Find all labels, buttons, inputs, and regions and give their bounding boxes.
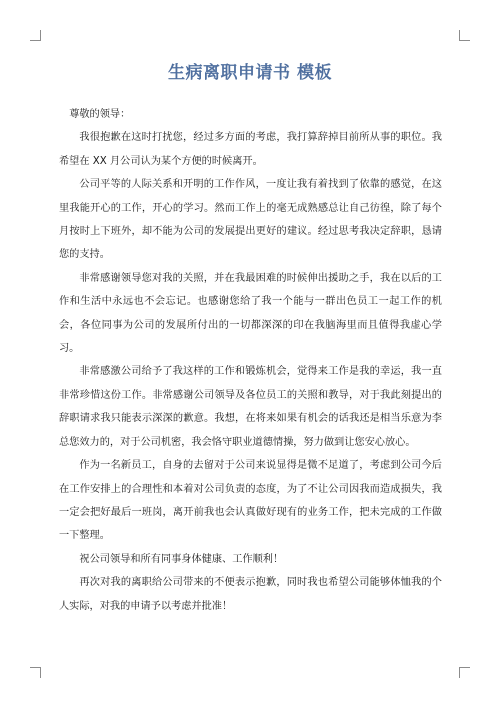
paragraph-closing: 再次对我的离职给公司带来的不便表示抱歉，同时我也希望公司能够体恤我的个人实际，对我的申请予以考虑并批准！ xyxy=(59,577,442,612)
paragraph-thanks-leader: 非常感谢领导您对我的关照，并在我最困难的时候伸出援助之手，我在以后的工作和生活中永远也不会忘记。也感谢您给了我一个能与一群出色员工一起工作的机会，各位同事为公司的发展所付出的一切都深深的印在我脑海里而且值得我虚心学习。 xyxy=(59,272,442,355)
crop-mark-top-right xyxy=(459,30,470,41)
document-title: 生病离职申请书 模板 xyxy=(168,63,332,83)
paragraph-reason: 公司平等的人际关系和开明的工作作风，一度让我有着找到了依靠的感觉，在这里我能开心的工作，开心的学习。然而工作上的毫无成熟感总让自己彷徨，除了每个月按时上下班外，却不能为公司的发展提出更好的建议。经过思考我决定辞职，恳请您的支持。 xyxy=(59,179,442,261)
crop-mark-bottom-left xyxy=(30,667,41,678)
paragraph-wishes: 祝公司领导和所有同事身体健康、工作顺利！ xyxy=(79,553,284,565)
letter-body xyxy=(59,103,442,618)
greeting: 尊敬的领导： xyxy=(69,109,131,120)
crop-mark-bottom-right xyxy=(459,667,470,678)
crop-mark-top-left xyxy=(30,30,41,41)
paragraph-resignation-intent: 我很抱歉在这时打扰您，经过多方面的考虑，我打算辞掉目前所从事的职位。我希望在 XX 月公司认为某个方便的时候离开。 xyxy=(59,132,442,167)
paragraph-handover: 作为一名新员工，自身的去留对于公司来说显得是微不足道了，考虑到公司今后在工作安排上的合理性和本着对公司负责的态度，为了不让公司因我而造成损失，我一定会把好最后一班岗，离开前我也会认真做好现有的业务工作，把未完成的工作做一下整理。 xyxy=(59,460,442,542)
paragraph-thanks-company: 非常感激公司给予了我这样的工作和锻炼机会，觉得来工作是我的幸运，我一直非常珍惜这份工作。非常感谢公司领导及各位员工的关照和教导，对于我此刻提出的辞职请求我只能表示深深的歉意。我想，在将来如果有机会的话我还是相当乐意为李总您效力的，对于公司机密，我会恪守职业道德情操，努力做到让您安心放心。 xyxy=(59,366,442,448)
